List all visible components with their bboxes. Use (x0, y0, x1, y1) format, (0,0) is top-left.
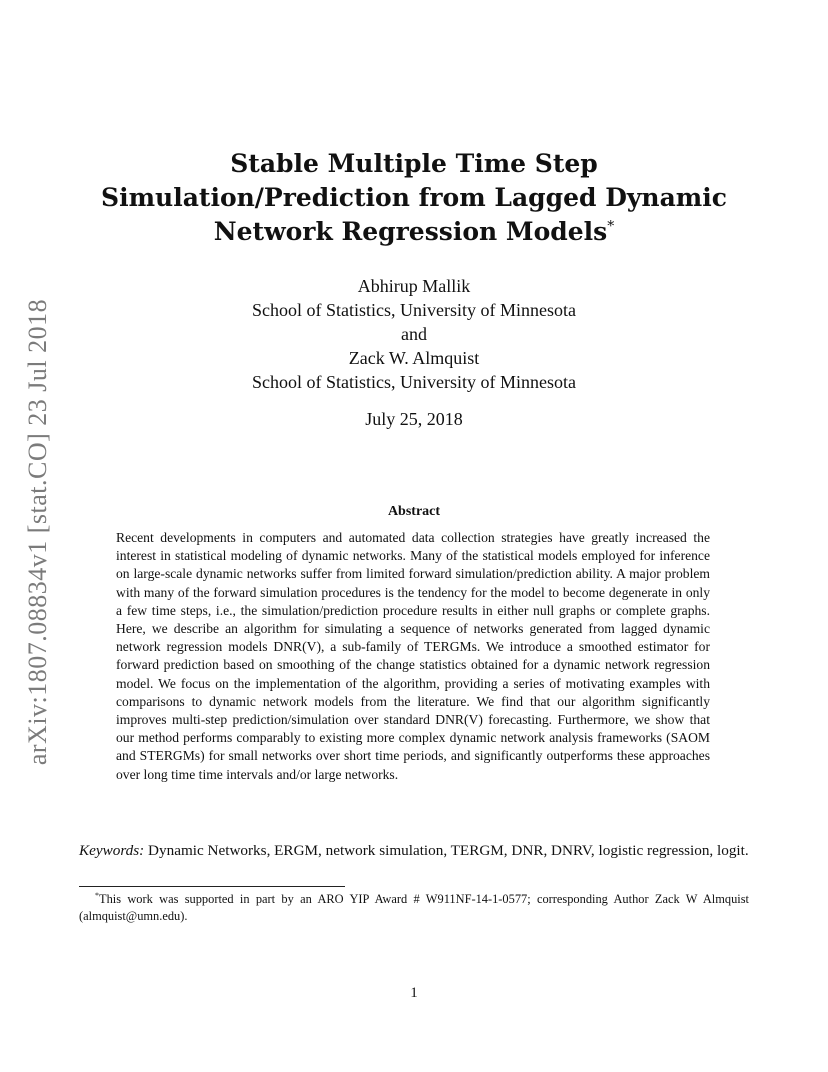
abstract-heading: Abstract (387, 504, 441, 519)
author-1-affiliation: School of Statistics, University of Minnesota (252, 300, 576, 320)
title-footnote-marker: * (607, 218, 615, 235)
author-1-name: Abhirup Mallik (357, 276, 471, 296)
author-2-name: Zack W. Almquist (348, 348, 480, 368)
footnote (79, 891, 749, 925)
publication-date: July 25, 2018 (365, 409, 463, 429)
keywords-label: Keywords: (79, 842, 145, 859)
title-line-3 (80, 215, 748, 249)
author-block (80, 274, 748, 394)
author-2-affiliation: School of Statistics, University of Minnesota (252, 372, 576, 392)
footnote-marker: * (95, 890, 99, 900)
paper-title (80, 147, 748, 249)
footnote-text: This work was supported in part by an ARO YIP Award # W911NF-14-1-0577; corresponding Author Zack W Almquist (almquist@umn.edu). (79, 892, 749, 923)
author-conjunction: and (401, 324, 427, 344)
title-line-2: Simulation/Prediction from Lagged Dynamic (101, 183, 727, 212)
title-line-1: Stable Multiple Time Step (230, 149, 598, 178)
arxiv-identifier-stamp (18, 292, 58, 772)
footnote-divider (79, 886, 345, 887)
title-line-3-text: Network Regression Models (213, 217, 608, 246)
keywords-paragraph (79, 841, 749, 861)
arxiv-identifier-text: arXiv:1807.08834v1 [stat.CO] 23 Jul 2018 (23, 298, 52, 766)
keywords-text: Dynamic Networks, ERGM, network simulation, TERGM, DNR, DNRV, logistic regression, logit. (148, 842, 749, 859)
page-number: 1 (410, 985, 418, 1001)
abstract-text: Recent developments in computers and automated data collection strategies have greatly increased the interest in statistical modeling of dynamic networks. Many of the statistical models employed for inference on large-scale dynamic networks suffer from limited forward simulation/prediction ability. A major problem with many of the forward simulation procedures is the tendency for the model to become degenerate in only a few time steps, i.e., the simulation/prediction procedure results in either null graphs or complete graphs. Here, we describe an algorithm for simulating a sequence of networks generated from lagged dynamic network regression models DNR(V), a sub-family of TERGMs. We introduce a smoothed estimator for forward prediction based on smoothing of the change statistics obtained for a dynamic network regression model. We focus on the implementation of the algorithm, providing a series of motivating examples with comparisons to dynamic network models from the literature. We find that our algorithm significantly improves multi-step prediction/simulation over standard DNR(V) forecasting. Furthermore, we show that our method performs comparably to existing more complex dynamic network analysis frameworks (SAOM and STERGMs) for small networks over short time periods, and significantly outperforms these approaches over long time time intervals and/or large networks. (116, 530, 710, 782)
